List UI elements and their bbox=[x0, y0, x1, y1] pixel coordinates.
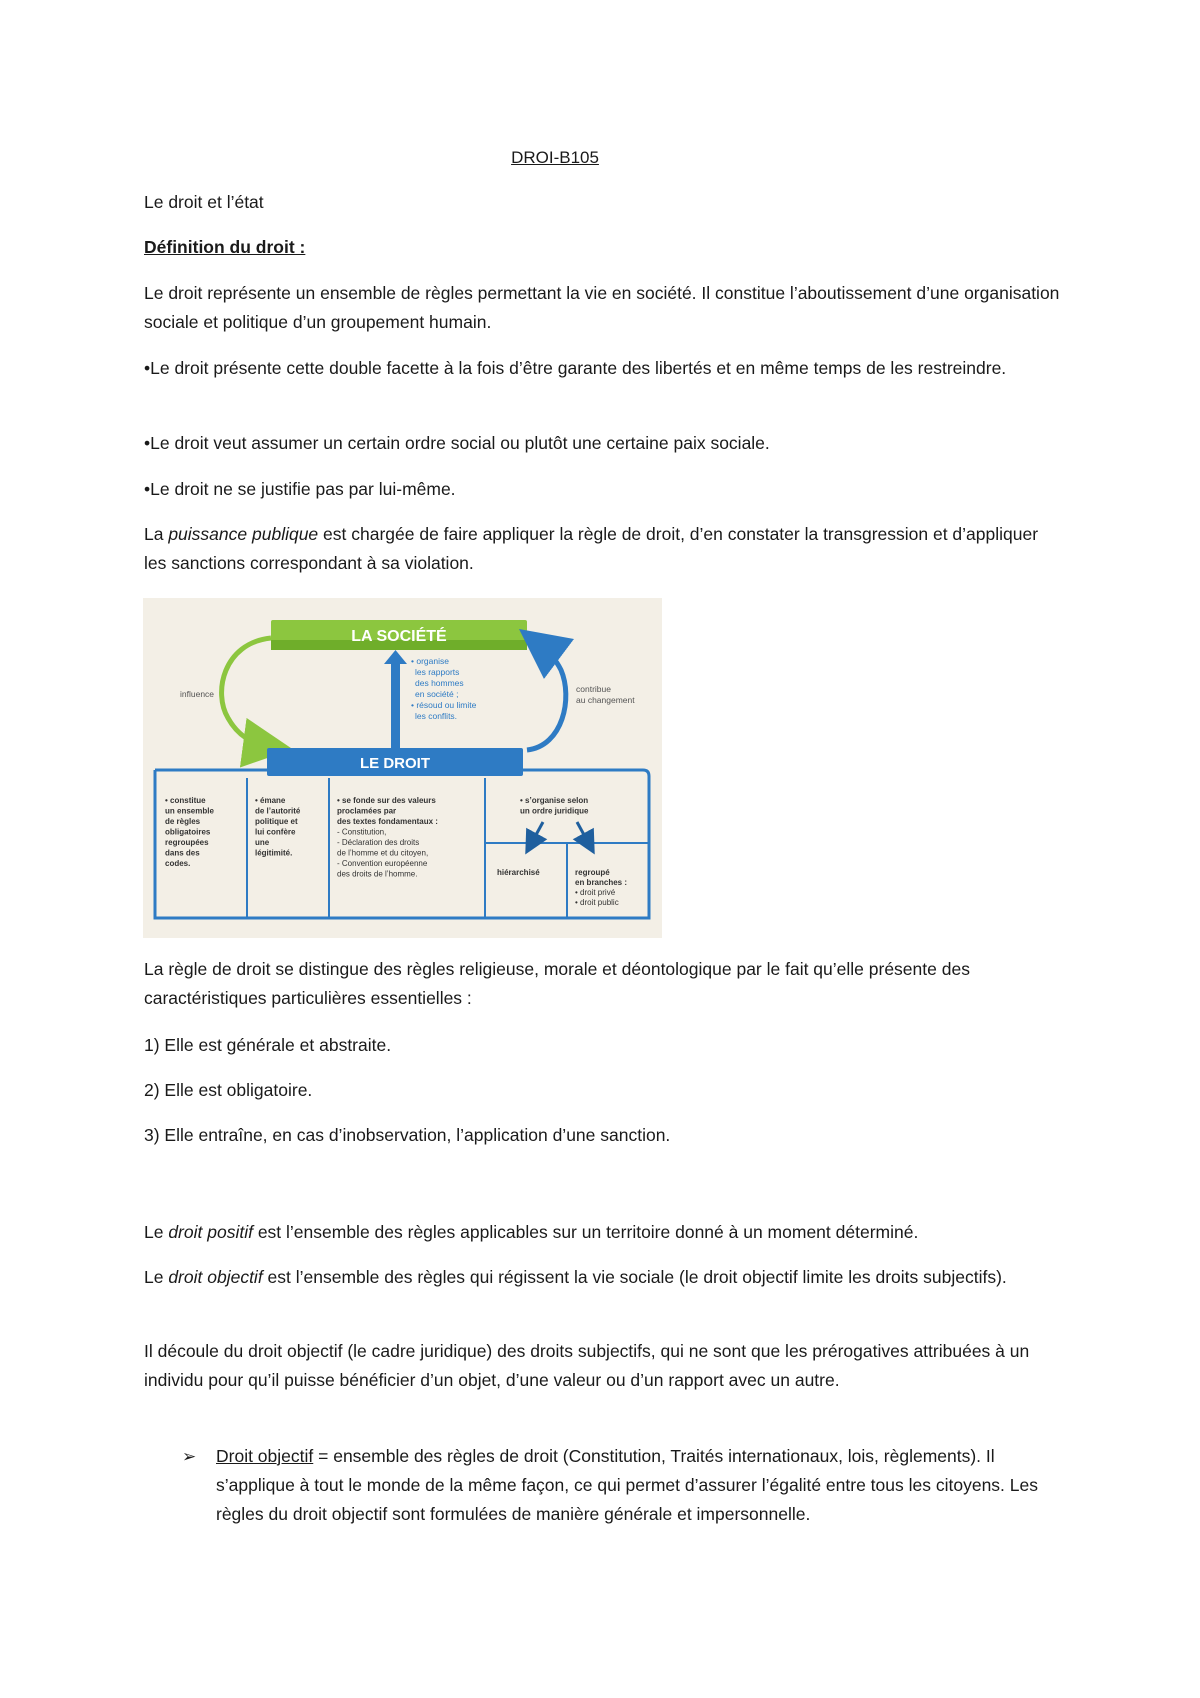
organise-line: les rapports bbox=[415, 667, 460, 677]
col1-line: dans des bbox=[165, 848, 200, 858]
text-segment: est chargée de faire appliquer la règle de droit, d’en constater la transgression et d’appliquer les sanctions correspondant à sa violation. bbox=[144, 524, 1039, 573]
organise-line: en société ; bbox=[415, 689, 459, 699]
col3-line: de l’homme et du citoyen, bbox=[337, 848, 429, 858]
col4-title-line: • s’organise selon bbox=[520, 796, 589, 805]
droits-subjectifs-paragraph: Il découle du droit objectif (le cadre juridique) des droits subjectifs, qui ne sont que les prérogatives attribuées à un individu pour qu’il puisse bénéficier d’un objet, d’une valeur ou d’un rapport avec un autre. bbox=[144, 1341, 1030, 1390]
col3-line: - Convention européenne bbox=[337, 859, 428, 868]
caracteristique-1: 1) Elle est générale et abstraite. bbox=[144, 1035, 392, 1055]
italic-term: droit positif bbox=[168, 1222, 253, 1242]
droit-objectif-description: = ensemble des règles de droit (Constitution, Traités internationaux, lois, règlements). Il s’applique à tout le monde de la même façon, ce qui permet d’assurer l’égalité entre tous les citoyens. Les règles du droit objectif sont formulées de manière générale et impersonnelle. bbox=[216, 1446, 1038, 1524]
droit-societe-diagram bbox=[143, 598, 662, 938]
text-segment: La bbox=[144, 524, 169, 544]
droit-objectif-paragraph bbox=[144, 1263, 1064, 1292]
contribue-line: au changement bbox=[576, 695, 635, 705]
organise-line: • résoud ou limite bbox=[411, 700, 477, 710]
droit-objectif-term: Droit objectif bbox=[216, 1446, 314, 1466]
bullet-justifie: •Le droit ne se justifie pas par lui-même. bbox=[144, 479, 456, 499]
page-title: DROI-B105 bbox=[511, 148, 599, 167]
caracteristique-2: 2) Elle est obligatoire. bbox=[144, 1080, 313, 1100]
col3-line: des textes fondamentaux : bbox=[337, 817, 438, 826]
text-segment: est l’ensemble des règles applicables sur un territoire donné à un moment déterminé. bbox=[252, 1222, 919, 1242]
organise-line: des hommes bbox=[415, 678, 464, 688]
italic-term: droit objectif bbox=[168, 1267, 263, 1287]
text-segment: Le bbox=[144, 1267, 169, 1287]
col1-line: obligatoires bbox=[165, 827, 211, 837]
bullet-ordre-social: •Le droit veut assumer un certain ordre social ou plutôt une certaine paix sociale. bbox=[144, 433, 770, 453]
text-segment: est l’ensemble des règles qui régissent la vie sociale (le droit objectif limite les droits subjectifs). bbox=[262, 1267, 1007, 1287]
regroupe-line: en branches : bbox=[575, 878, 628, 887]
regroupe-line: • droit privé bbox=[575, 888, 616, 897]
puissance-publique-paragraph bbox=[144, 520, 1064, 578]
vertical-arrow-shaft bbox=[391, 662, 400, 750]
text-segment: Le bbox=[144, 1222, 169, 1242]
col2-line: de l’autorité bbox=[255, 806, 301, 816]
col2-line: • émane bbox=[255, 796, 286, 805]
col2-line: légitimité. bbox=[255, 848, 293, 858]
col4-title bbox=[520, 796, 590, 816]
droit-objectif-definition-item bbox=[182, 1442, 1062, 1558]
col1-line: codes. bbox=[165, 859, 191, 868]
hierarchise-label: hiérarchisé bbox=[497, 868, 540, 877]
col2-line: politique et bbox=[255, 817, 298, 826]
arrow-bullet-icon: ➢ bbox=[182, 1447, 197, 1466]
col1-line: de règles bbox=[165, 817, 201, 826]
bullet-libertes: •Le droit présente cette double facette à la fois d’être garante des libertés et en même temps de les restreindre. bbox=[144, 358, 1007, 378]
influence-label: influence bbox=[180, 689, 215, 699]
col3-line: • se fonde sur des valeurs bbox=[337, 796, 436, 805]
regroupe-line: regroupé bbox=[575, 868, 610, 877]
col1-line: regroupées bbox=[165, 838, 209, 847]
droit-objectif-definition-text bbox=[216, 1442, 1062, 1529]
col3-line: - Déclaration des droits bbox=[337, 838, 420, 847]
societe-label: LA SOCIÉTÉ bbox=[351, 628, 447, 645]
droit-label: LE DROIT bbox=[360, 755, 430, 772]
contribue-line: contribue bbox=[576, 684, 611, 694]
col2-line: lui confère bbox=[255, 827, 296, 837]
col1-line: • constitue bbox=[165, 796, 206, 805]
regle-de-droit-paragraph: La règle de droit se distingue des règles religieuse, morale et déontologique par le fait qu’elle présente des caractéristiques particulières essentielles : bbox=[144, 959, 970, 1008]
col3-line: - Constitution, bbox=[337, 827, 387, 837]
intro-paragraph: Le droit représente un ensemble de règles permettant la vie en société. Il constitue l’aboutissement d’une organisation sociale et politique d’un groupement humain. bbox=[144, 283, 1060, 332]
organise-line: • organise bbox=[411, 656, 449, 666]
definition-heading: Définition du droit : bbox=[144, 237, 306, 257]
caracteristique-3: 3) Elle entraîne, en cas d’inobservation, l’application d’une sanction. bbox=[144, 1125, 671, 1145]
organise-line: les conflits. bbox=[415, 711, 458, 721]
subtitle: Le droit et l’état bbox=[144, 192, 264, 212]
italic-term: puissance publique bbox=[168, 524, 319, 544]
col4-title-line: un ordre juridique bbox=[520, 806, 589, 816]
droit-positif-paragraph bbox=[144, 1218, 1064, 1247]
col1-line: un ensemble bbox=[165, 806, 214, 816]
col3-line: proclamées par bbox=[337, 806, 397, 816]
regroupe-line: • droit public bbox=[575, 898, 619, 907]
col2-line: une bbox=[255, 838, 270, 847]
col3-line: des droits de l’homme. bbox=[337, 869, 418, 879]
